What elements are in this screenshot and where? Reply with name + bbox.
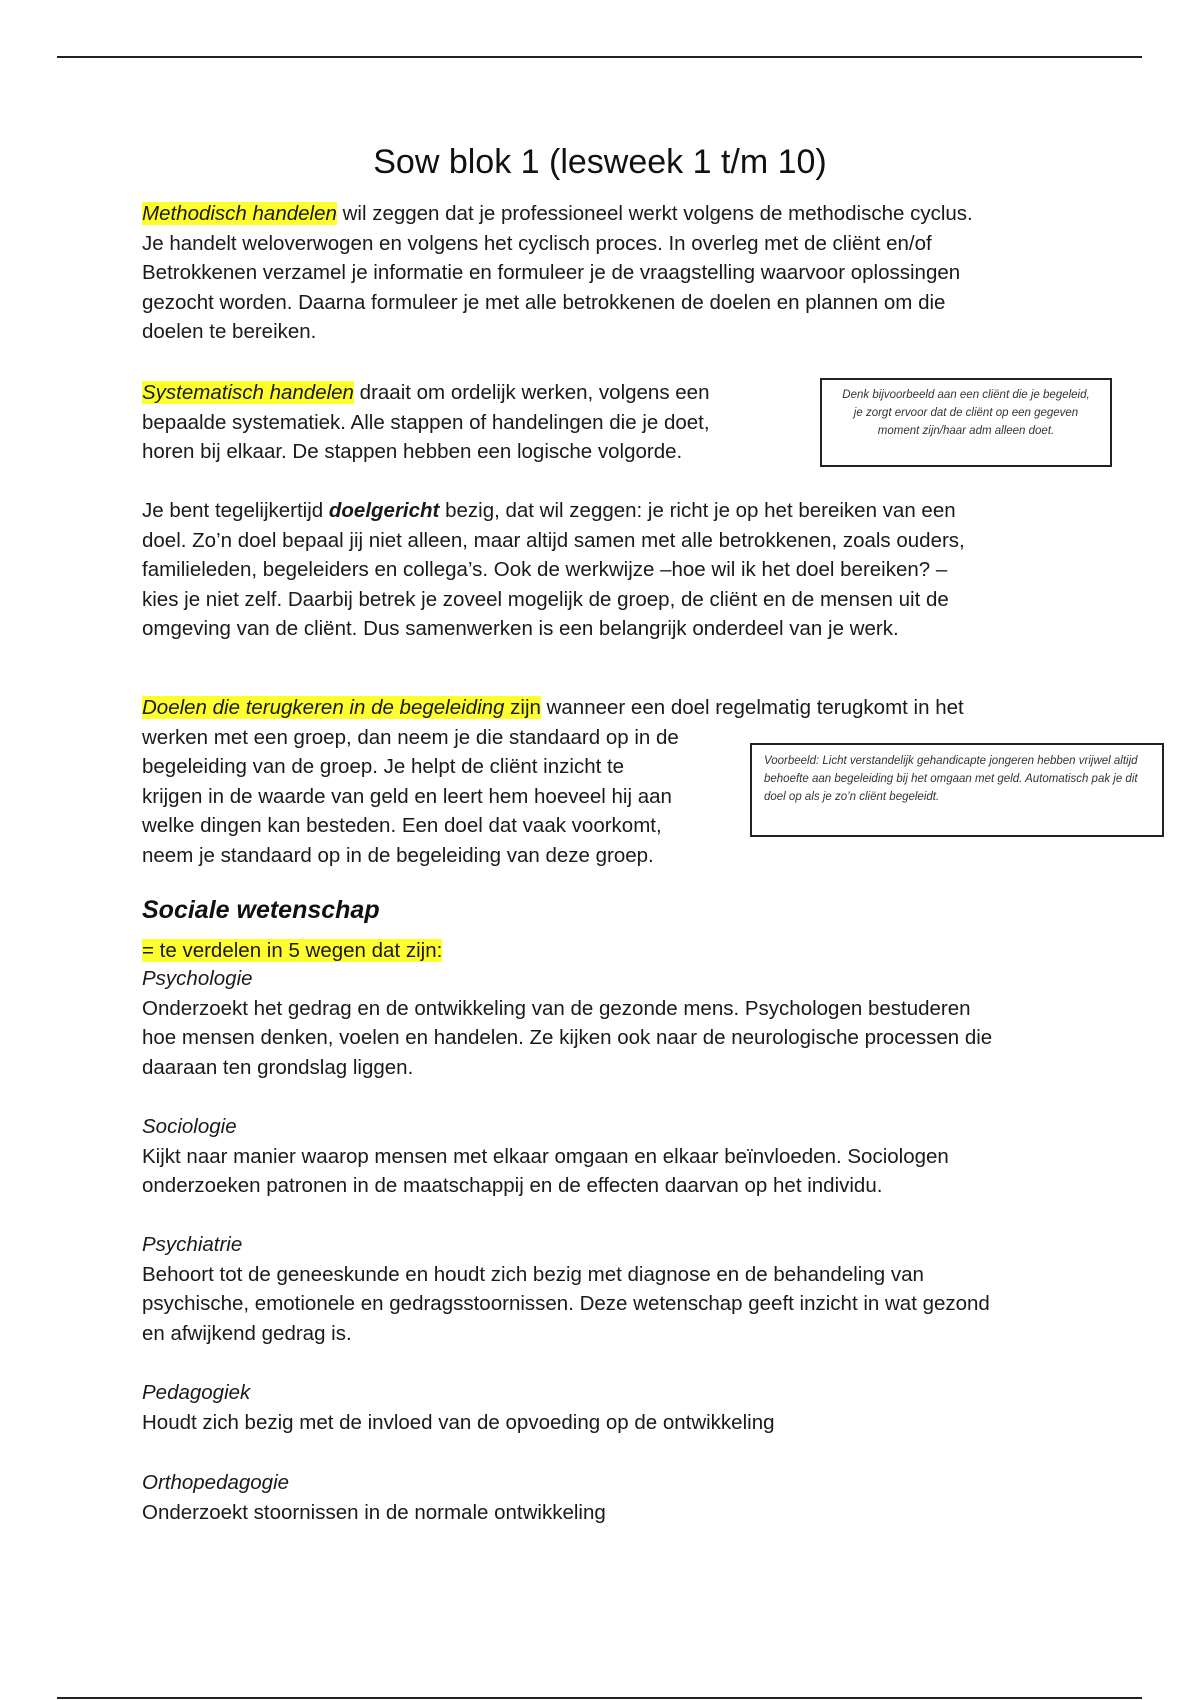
paragraph-line: [142, 693, 964, 723]
top-rule: [57, 56, 1142, 58]
paragraph-line: neem je standaard op in de begeleiding van deze groep.: [142, 843, 654, 867]
paragraph-line: horen bij elkaar. De stappen hebben een logische volgorde.: [142, 440, 683, 463]
paragraph-line: doel. Zo’n doel bepaal jij niet alleen, maar altijd samen met alle betrokkenen, zoals ouders,: [142, 528, 965, 552]
science-line: psychische, emotionele en gedragsstoornissen. Deze wetenschap geeft inzicht in wat gezond: [142, 1292, 990, 1315]
science-psychologie: [142, 964, 992, 1082]
science-line: Kijkt naar manier waarop mensen met elkaar omgaan en elkaar beïnvloeden. Sociologen: [142, 1144, 949, 1168]
paragraph-systematisch-handelen: [142, 378, 710, 467]
science-title: Psychiatrie: [142, 1233, 243, 1256]
paragraph-line: krijgen in de waarde van geld en leert hem hoeveel hij aan: [142, 784, 672, 808]
document-title: Sow blok 1 (lesweek 1 t/m 10): [373, 143, 827, 181]
paragraph-text: bezig, dat wil zeggen: je richt je op het bereiken van een: [439, 499, 956, 522]
section-heading: Sociale wetenschap: [142, 896, 380, 924]
science-psychiatrie: [142, 1230, 990, 1348]
paragraph-line: Betrokkenen verzamel je informatie en formuleer je de vraagstelling waarvoor oplossingen: [142, 261, 961, 284]
science-orthopedagogie: [142, 1468, 606, 1527]
paragraph-line: kies je niet zelf. Daarbij betrek je zoveel mogelijk de groep, de cliënt en de mensen uit de: [142, 587, 949, 611]
paragraph-methodisch-handelen: [142, 199, 973, 347]
science-line: Behoort tot de geneeskunde en houdt zich bezig met diagnose en de behandeling van: [142, 1262, 924, 1286]
paragraph-line: begeleiding van de groep. Je helpt de cliënt inzicht te: [142, 755, 625, 778]
paragraph-text: Je bent tegelijkertijd: [142, 499, 329, 522]
paragraph-line: gezocht worden. Daarna formuleer je met alle betrokkenen de doelen en plannen om die: [142, 290, 946, 314]
note-box-voorbeeld: Voorbeeld: Licht verstandelijk gehandicapte jongeren hebben vrijwel altijd behoefte aan begeleiding bij het omgaan met geld. Automatisch pak je dit doel op als je zo’n cliënt begeleidt.: [750, 743, 1164, 837]
science-title: Orthopedagogie: [142, 1471, 290, 1494]
section-intro: [142, 936, 442, 966]
science-line: en afwijkend gedrag is.: [142, 1321, 352, 1345]
highlight-term: Methodisch handelen: [142, 202, 337, 225]
science-line: Houdt zich bezig met de invloed van de opvoeding op de ontwikkeling: [142, 1410, 775, 1434]
paragraph-line: welke dingen kan besteden. Een doel dat vaak voorkomt,: [142, 814, 662, 837]
science-title: Pedagogiek: [142, 1381, 251, 1404]
science-line: hoe mensen denken, voelen en handelen. Ze kijken ook naar de neurologische processen die: [142, 1026, 993, 1049]
paragraph-line: [142, 378, 710, 408]
note-box-client-example: Denk bijvoorbeeld aan een cliënt die je begeleid, je zorgt ervoor dat de cliënt op een gegeven moment zijn/haar adm alleen doet.: [820, 378, 1112, 467]
science-title: Psychologie: [142, 967, 253, 990]
paragraph-line: omgeving van de cliënt. Dus samenwerken is een belangrijk onderdeel van je werk.: [142, 617, 899, 640]
science-line: daaraan ten grondslag liggen.: [142, 1055, 414, 1079]
paragraph-line: bepaalde systematiek. Alle stappen of handelingen die je doet,: [142, 410, 710, 434]
science-title: Sociologie: [142, 1115, 237, 1138]
highlight-term: [142, 696, 541, 719]
science-line: onderzoeken patronen in de maatschappij en de effecten daarvan op het individu.: [142, 1174, 883, 1197]
paragraph-text: wanneer een doel regelmatig terugkomt in het: [540, 696, 964, 719]
paragraph-text: draait om ordelijk werken, volgens een: [353, 381, 710, 404]
paragraph-line: [142, 199, 973, 229]
science-sociologie: [142, 1112, 949, 1201]
emphasis-term: doelgericht: [328, 499, 440, 522]
highlight-term-italic: Doelen die terugkeren in de begeleiding: [142, 696, 505, 719]
science-pedagogiek: [142, 1378, 775, 1437]
paragraph-line: Je handelt weloverwogen en volgens het cyclisch proces. In overleg met de cliënt en/of: [142, 231, 932, 255]
paragraph-doelgericht: [142, 496, 965, 644]
highlight-term: Systematisch handelen: [142, 381, 354, 404]
highlight-intro: = te verdelen in 5 wegen dat zijn:: [142, 939, 443, 962]
paragraph-line: doelen te bereiken.: [142, 320, 317, 343]
bottom-rule: [57, 1697, 1142, 1699]
science-line: Onderzoekt stoornissen in de normale ontwikkeling: [142, 1500, 606, 1524]
paragraph-line: familieleden, begeleiders en collega’s. Ook de werkwijze –hoe wil ik het doel bereiken? –: [142, 558, 948, 581]
science-line: Onderzoekt het gedrag en de ontwikkeling van de gezonde mens. Psychologen bestuderen: [142, 996, 971, 1020]
paragraph-line: werken met een groep, dan neem je die standaard op in de: [142, 725, 679, 749]
highlight-term-plain: zijn: [504, 696, 541, 719]
paragraph-line: [142, 496, 965, 526]
paragraph-text: wil zeggen dat je professioneel werkt volgens de methodische cyclus.: [336, 202, 973, 225]
